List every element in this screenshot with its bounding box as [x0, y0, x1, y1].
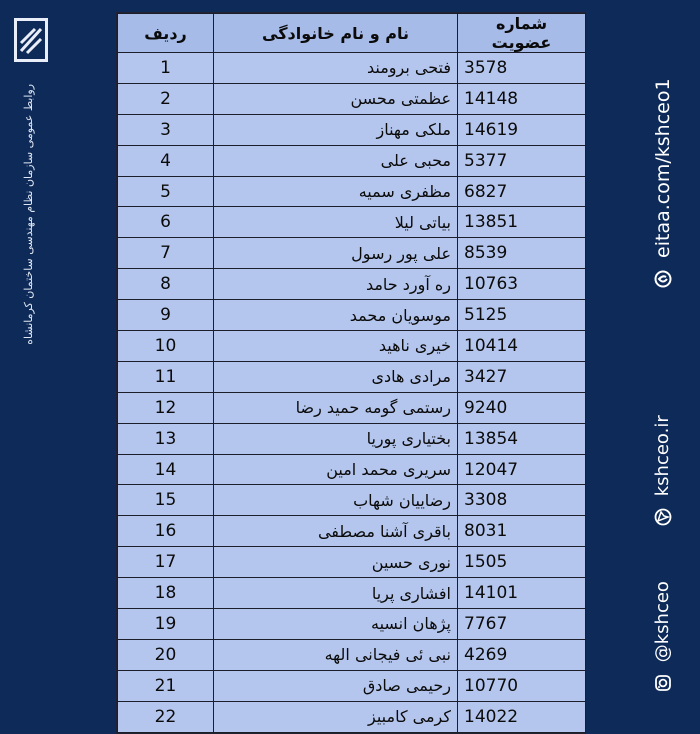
member-number-cell: 7767	[458, 609, 586, 640]
member-name-cell: ملکی مهناز	[214, 114, 458, 145]
member-number-cell: 13851	[458, 207, 586, 238]
row-index-cell: 6	[118, 207, 214, 238]
row-index-cell: 9	[118, 300, 214, 331]
member-number-cell: 8539	[458, 238, 586, 269]
table-row	[118, 300, 586, 331]
table-row	[118, 639, 586, 670]
row-index-cell: 18	[118, 578, 214, 609]
member-number-cell: 9240	[458, 392, 586, 423]
eitaa-url: eitaa.com/kshceo1	[652, 78, 674, 258]
table-row	[118, 53, 586, 84]
member-name-cell: بختیاری پوریا	[214, 423, 458, 454]
eitaa-icon	[652, 270, 674, 288]
member-number-cell: 3308	[458, 485, 586, 516]
member-name-cell: بیاتی لیلا	[214, 207, 458, 238]
table-row	[118, 331, 586, 362]
header-membership-number: شماره عضویت	[458, 14, 586, 53]
member-name-cell: محبی علی	[214, 145, 458, 176]
row-index-cell: 21	[118, 670, 214, 701]
member-name-cell: رحیمی صادق	[214, 670, 458, 701]
member-number-cell: 5125	[458, 300, 586, 331]
row-index-cell: 4	[118, 145, 214, 176]
member-name-cell: سریری محمد امین	[214, 454, 458, 485]
member-name-cell: علی پور رسول	[214, 238, 458, 269]
table-row	[118, 207, 586, 238]
members-table	[116, 12, 586, 734]
member-number-cell: 14148	[458, 83, 586, 114]
member-name-cell: افشاری پریا	[214, 578, 458, 609]
row-index-cell: 1	[118, 53, 214, 84]
table-row	[118, 392, 586, 423]
member-name-cell: باقری آشنا مصطفی	[214, 516, 458, 547]
table-row	[118, 485, 586, 516]
table-row	[118, 670, 586, 701]
row-index-cell: 19	[118, 609, 214, 640]
table-row	[118, 269, 586, 300]
member-number-cell: 3427	[458, 361, 586, 392]
member-name-cell: مرادی هادی	[214, 361, 458, 392]
social-strip	[642, 0, 700, 700]
member-number-cell: 14619	[458, 114, 586, 145]
brand-tagline: روابط عمومی سازمان نظام مهندسی ساختمان کرمانشاه	[22, 84, 35, 345]
member-number-cell: 8031	[458, 516, 586, 547]
table-row	[118, 454, 586, 485]
row-index-cell: 2	[118, 83, 214, 114]
member-name-cell: موسویان محمد	[214, 300, 458, 331]
table-row	[118, 176, 586, 207]
header-full-name: نام و نام خانوادگی	[214, 14, 458, 53]
member-number-cell: 14101	[458, 578, 586, 609]
table-row	[118, 114, 586, 145]
table-row	[118, 83, 586, 114]
row-index-cell: 16	[118, 516, 214, 547]
table-row	[118, 609, 586, 640]
member-name-cell: رستمی گومه حمید رضا	[214, 392, 458, 423]
member-name-cell: رضاییان شهاب	[214, 485, 458, 516]
member-name-cell: نوری حسین	[214, 547, 458, 578]
telegram-link[interactable]	[652, 366, 673, 526]
table-row	[118, 145, 586, 176]
row-index-cell: 5	[118, 176, 214, 207]
member-number-cell: 12047	[458, 454, 586, 485]
member-name-cell: نبی ئی فیجانی الهه	[214, 639, 458, 670]
member-name-cell: عظمتی محسن	[214, 83, 458, 114]
header-row-number: ردیف	[118, 14, 214, 53]
member-number-cell: 10763	[458, 269, 586, 300]
table-header-row	[118, 14, 586, 53]
table-row	[118, 547, 586, 578]
eitaa-link[interactable]	[652, 8, 674, 358]
row-index-cell: 22	[118, 701, 214, 732]
member-number-cell: 1505	[458, 547, 586, 578]
row-index-cell: 14	[118, 454, 214, 485]
row-index-cell: 20	[118, 639, 214, 670]
table-row	[118, 238, 586, 269]
member-name-cell: مظفری سمیه	[214, 176, 458, 207]
table-row	[118, 701, 586, 732]
member-number-cell: 3578	[458, 53, 586, 84]
table-row	[118, 423, 586, 454]
member-number-cell: 10770	[458, 670, 586, 701]
table-row	[118, 578, 586, 609]
row-index-cell: 10	[118, 331, 214, 362]
site-url: kshceo.ir	[652, 415, 673, 497]
member-number-cell: 5377	[458, 145, 586, 176]
table-row	[118, 516, 586, 547]
instagram-icon	[652, 674, 673, 692]
member-number-cell: 13854	[458, 423, 586, 454]
book-logo-icon	[14, 18, 48, 62]
row-index-cell: 8	[118, 269, 214, 300]
member-name-cell: خیری ناهید	[214, 331, 458, 362]
instagram-link[interactable]	[652, 532, 673, 692]
member-name-cell: فتحی برومند	[214, 53, 458, 84]
member-number-cell: 6827	[458, 176, 586, 207]
member-name-cell: ره آورد حامد	[214, 269, 458, 300]
row-index-cell: 13	[118, 423, 214, 454]
member-number-cell: 4269	[458, 639, 586, 670]
brand-strip	[0, 0, 62, 700]
telegram-icon	[652, 508, 673, 526]
row-index-cell: 7	[118, 238, 214, 269]
member-name-cell: پژهان انسیه	[214, 609, 458, 640]
member-name-cell: کرمی کامبیز	[214, 701, 458, 732]
table-row	[118, 361, 586, 392]
row-index-cell: 17	[118, 547, 214, 578]
row-index-cell: 11	[118, 361, 214, 392]
instagram-handle: @kshceo	[652, 581, 673, 663]
member-number-cell: 10414	[458, 331, 586, 362]
row-index-cell: 12	[118, 392, 214, 423]
row-index-cell: 15	[118, 485, 214, 516]
row-index-cell: 3	[118, 114, 214, 145]
member-number-cell: 14022	[458, 701, 586, 732]
